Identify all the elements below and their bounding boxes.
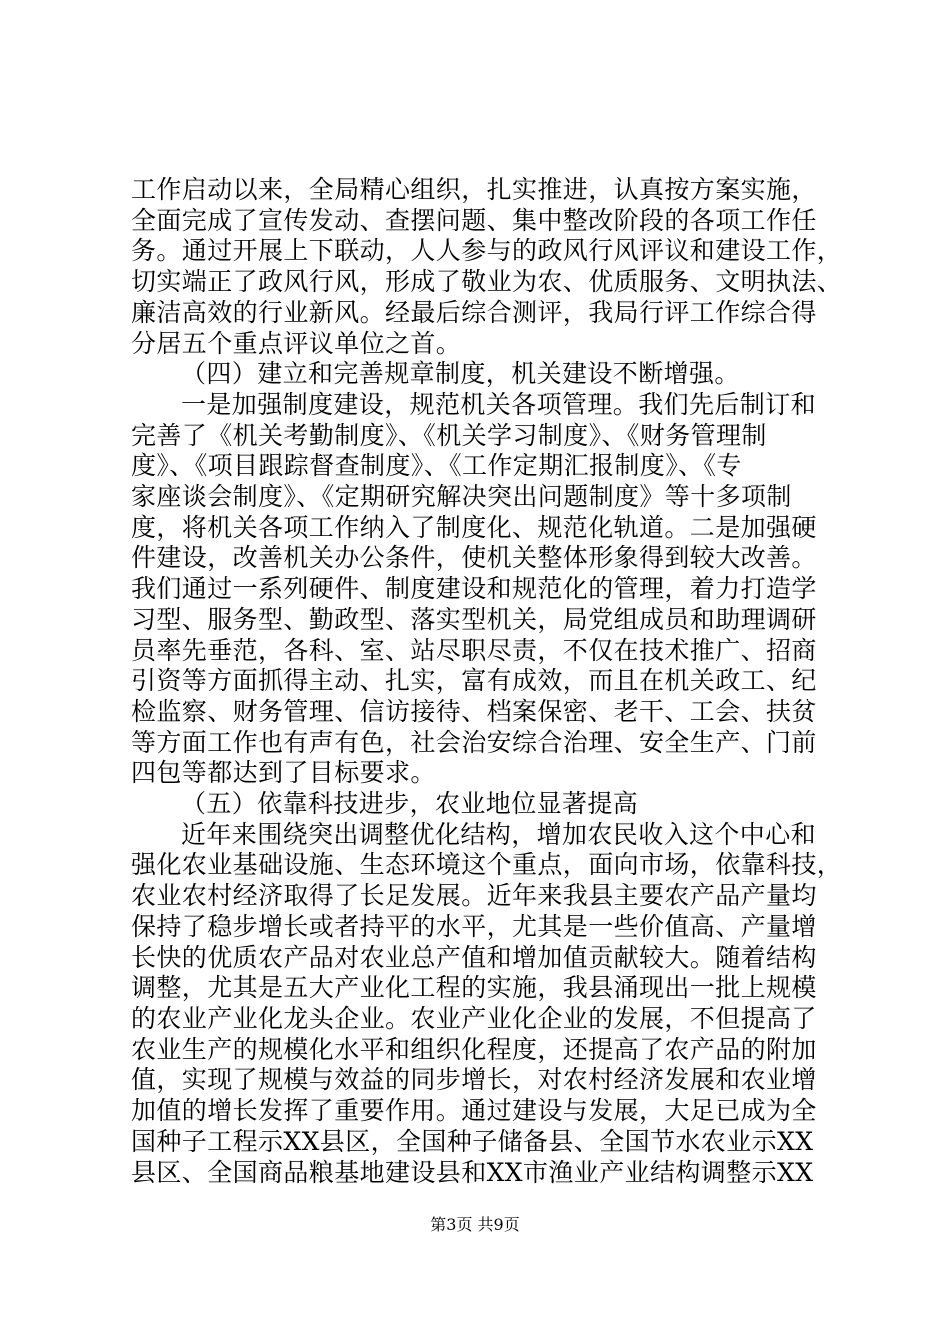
section-heading: （四）建立和完善规章制度，机关建设不断增强。 (181, 359, 740, 389)
text-line: 家座谈会制度》、《定期研究解决突出问题制度》等十多项制 (131, 482, 792, 512)
text-line: 四包等都达到了目标要求。 (131, 758, 436, 788)
document-body (131, 175, 843, 1188)
text-line: 值，实现了规模与效益的同步增长，对农村经济发展和农业增 (131, 1065, 817, 1095)
text-line: 习型、服务型、勤政型、落实型机关，局党组成员和助理调研 (131, 604, 817, 634)
text-line: 调整，尤其是五大产业化工程的实施，我县涌现出一批上规模 (131, 973, 817, 1003)
text-line: 完善了《机关考勤制度》、《机关学习制度》、《财务管理制 (131, 420, 767, 450)
text-line: 我们通过一系列硬件、制度建设和规范化的管理，着力打造学 (131, 574, 817, 604)
text-line: 廉洁高效的行业新风。经最后综合测评，我局行评工作综合得 (131, 297, 817, 327)
text-line: 工作启动以来，全局精心组织，扎实推进，认真按方案实施， (131, 175, 817, 204)
page-number-footer: 第3页 共9页 (430, 1215, 520, 1234)
text-line: 农业生产的规模化水平和组织化程度，还提高了农产品的附加 (131, 1034, 817, 1064)
text-line: 加值的增长发挥了重要作用。通过建设与发展，大足已成为全 (131, 1096, 817, 1126)
text-line: 度，将机关各项工作纳入了制度化、规范化轨道。二是加强硬 (131, 512, 817, 542)
text-line: 近年来围绕突出调整优化结构，增加农民收入这个中心和 (181, 819, 817, 849)
text-line: 度》、《项目跟踪督查制度》、《工作定期汇报制度》、《专 (131, 451, 742, 481)
text-line: 分居五个重点评议单位之首。 (131, 328, 462, 358)
text-line: 强化农业基础设施、生态环境这个重点，面向市场，依靠科技， (131, 850, 843, 880)
text-line: 检监察、财务管理、信访接待、档案保密、老干、工会、扶贫 (131, 696, 817, 726)
text-line: 切实端正了政风行风，形成了敬业为农、优质服务、文明执法、 (131, 267, 843, 297)
section-heading: （五）依靠科技进步，农业地位显著提高 (181, 789, 639, 819)
text-line: 等方面工作也有声有色，社会治安综合治理、安全生产、门前 (131, 727, 817, 757)
text-line: 保持了稳步增长或者持平的水平，尤其是一些价值高、产量增 (131, 911, 817, 941)
text-line: 引资等方面抓得主动、扎实，富有成效，而且在机关政工、纪 (131, 666, 817, 696)
text-line: 员率先垂范，各科、室、站尽职尽责，不仅在技术推广、招商 (131, 635, 817, 665)
text-line: 件建设，改善机关办公条件，使机关整体形象得到较大改善。 (131, 543, 817, 573)
text-line: 全面完成了宣传发动、查摆问题、集中整改阶段的各项工作任 (131, 205, 817, 235)
text-line: 一是加强制度建设，规范机关各项管理。我们先后制订和 (181, 389, 817, 419)
text-line: 务。通过开展上下联动，人人参与的政风行风评议和建设工作， (131, 236, 843, 266)
text-line: 的农业产业化龙头企业。农业产业化企业的发展，不但提高了 (131, 1003, 817, 1033)
text-line: 县区、全国商品粮基地建设县和XX市渔业产业结构调整示XX (131, 1157, 814, 1187)
text-line: 农业农村经济取得了长足发展。近年来我县主要农产品产量均 (131, 881, 817, 911)
text-line: 长快的优质农产品对农业总产值和增加值贡献较大。随着结构 (131, 942, 817, 972)
text-line: 国种子工程示XX县区，全国种子储备县、全国节水农业示XX (131, 1126, 814, 1156)
